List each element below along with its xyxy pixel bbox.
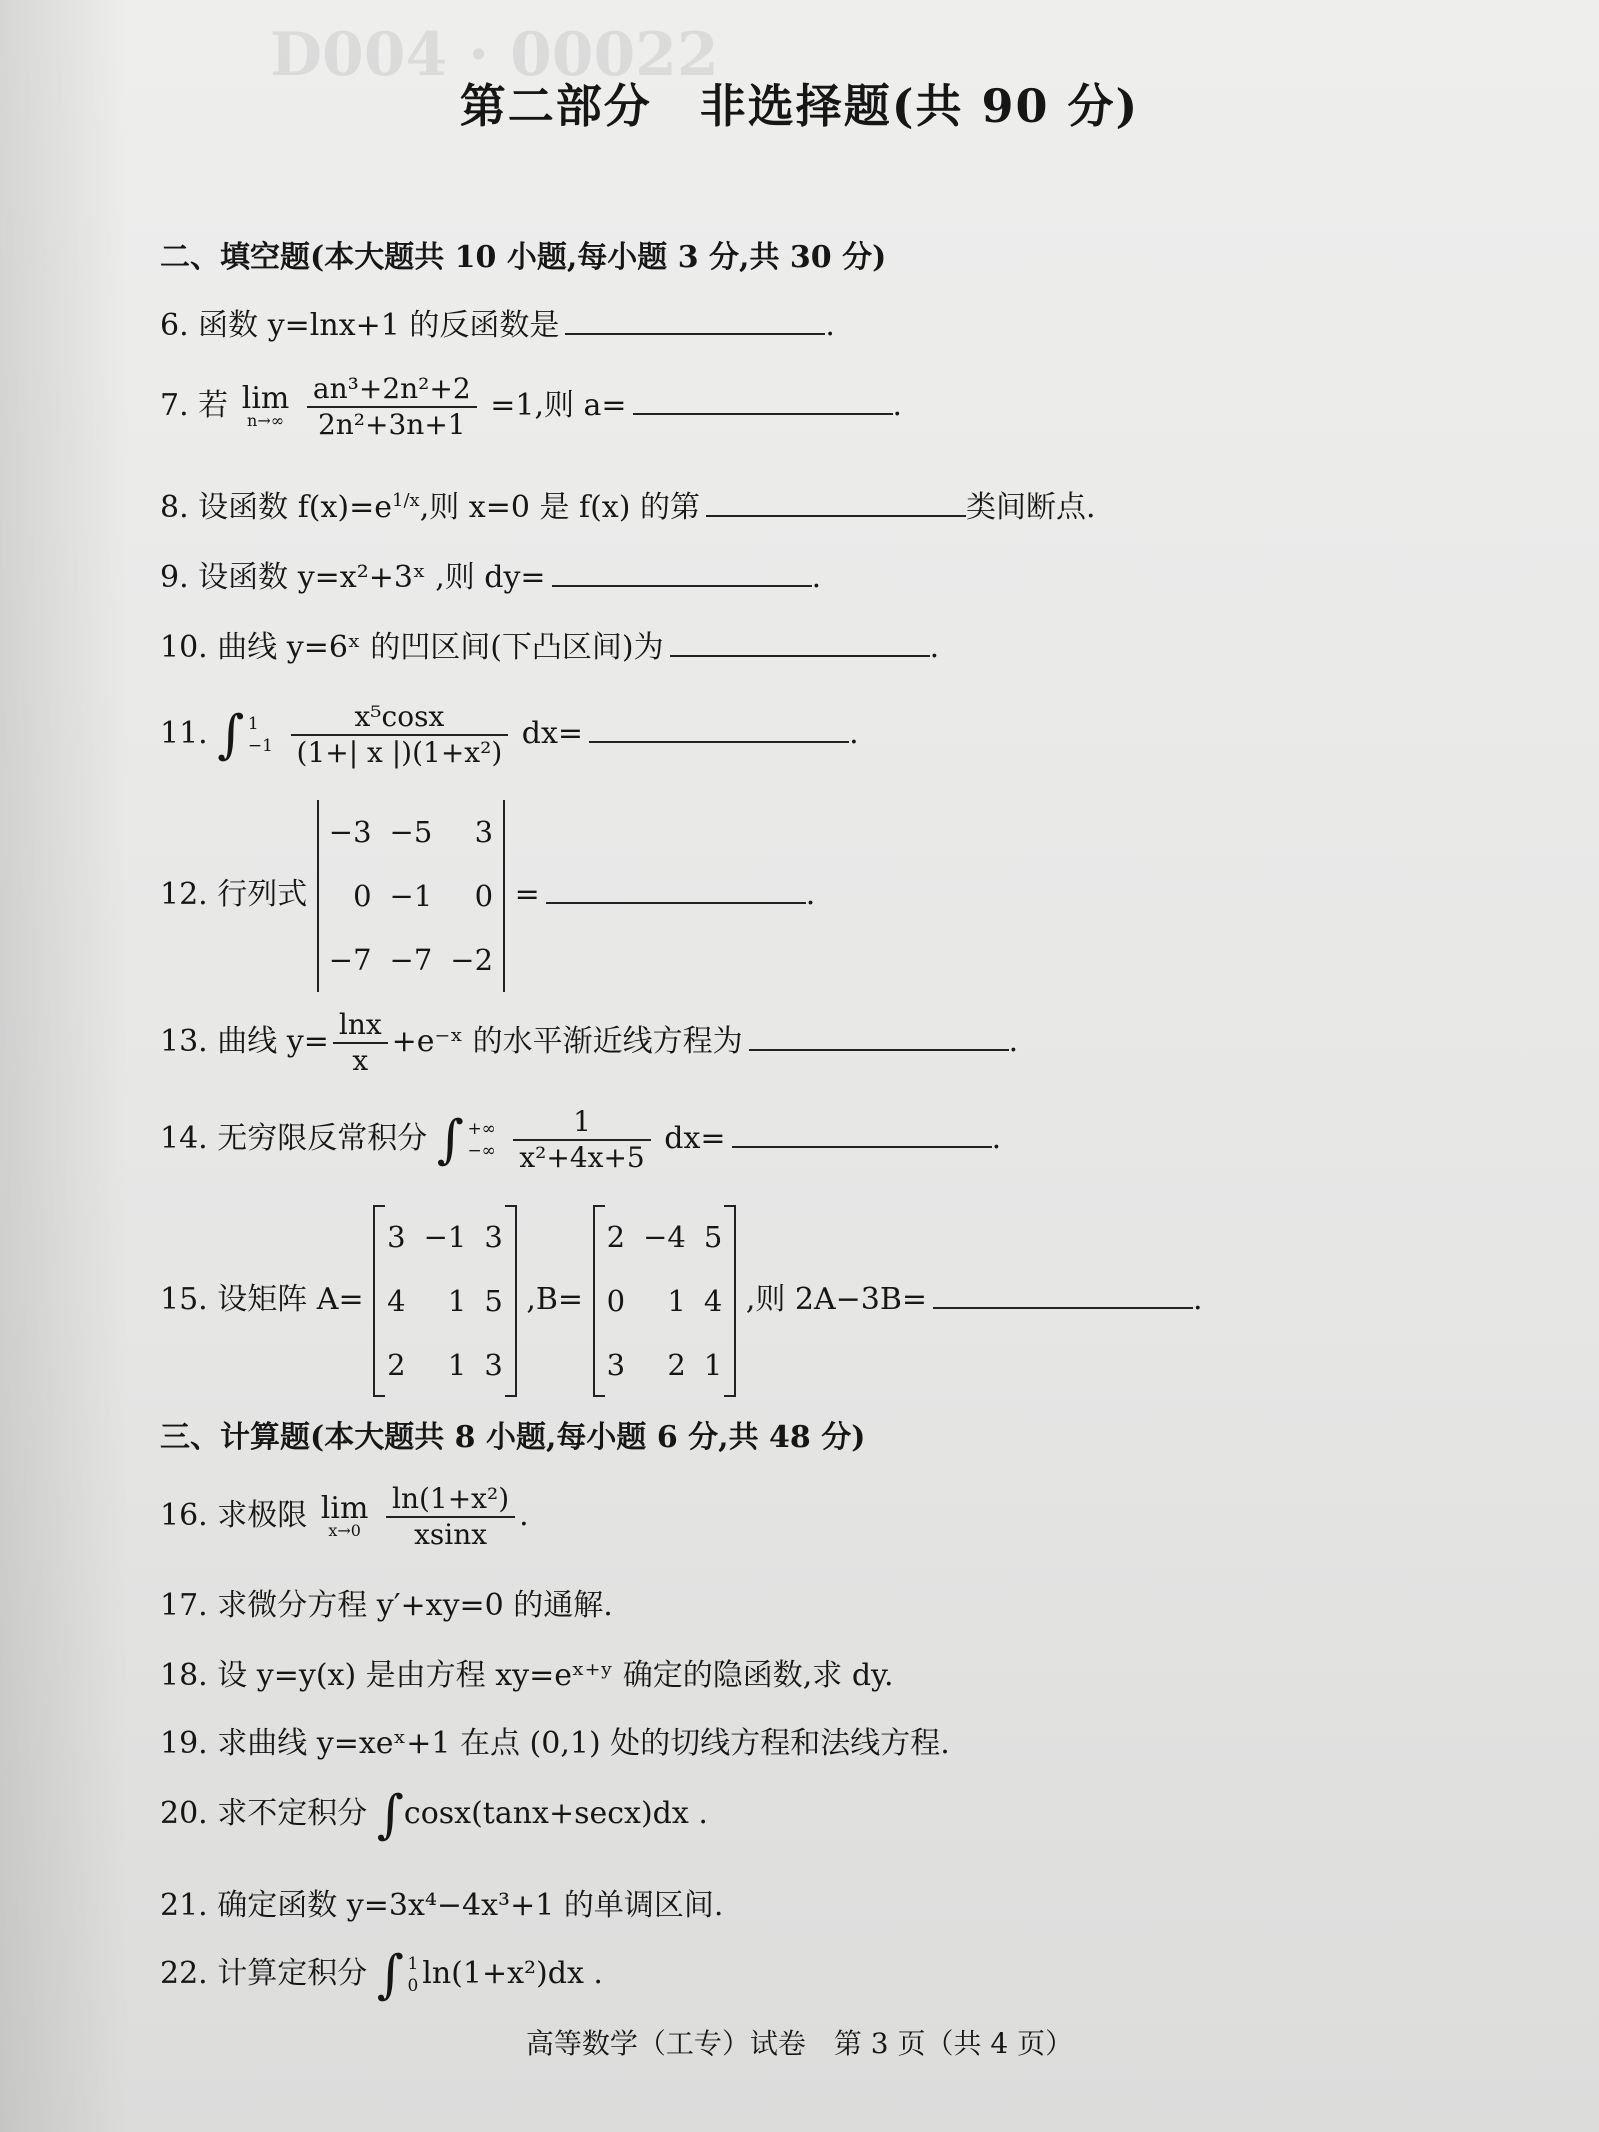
matrix-entry: −7 <box>328 943 372 977</box>
matrix-entry: 1 <box>703 1348 723 1382</box>
answer-blank[interactable] <box>933 1277 1193 1309</box>
bleed-through-text: D004 · 00022 <box>270 20 719 90</box>
matrix-entry: 0 <box>474 879 494 913</box>
matrix-entry: 3 <box>474 815 494 849</box>
question-19: 19. 求曲线 y=xeˣ+1 在点 (0,1) 处的切线方程和法线方程. <box>160 1726 950 1761</box>
matrix-entry: −3 <box>328 815 372 849</box>
fraction: $\frac{\ln x}{x}$ <box>333 1008 388 1078</box>
matrix-entry: −7 <box>389 943 433 977</box>
answer-blank[interactable] <box>552 555 812 587</box>
limit: lim x→0 <box>320 1491 369 1540</box>
question-20: 20. 求不定积分 ∫cosx(tanx+secx)dx . <box>160 1785 708 1845</box>
question-16: 16. 求极限 lim x→0 $\frac{\text{ln(1+x²)}}{xsinx}$ . <box>160 1482 529 1551</box>
question-6: 6. 函数 y=lnx+1 的反函数是 . <box>160 300 835 344</box>
matrix-entry: 4 <box>387 1284 406 1318</box>
matrix-entry: 3 <box>484 1220 503 1254</box>
answer-blank[interactable] <box>706 485 966 517</box>
fraction: $\frac{1}{\text{x²+4x+5}}$ <box>513 1105 650 1175</box>
question-13: 13. 曲线 y= $\frac{\ln x}{x}$ +e⁻ˣ 的水平渐近线方程为 . <box>160 1008 1019 1077</box>
integral-sign: ∫ <box>376 1785 404 1845</box>
answer-blank[interactable] <box>589 711 849 743</box>
fraction: $\frac{\text{an³+2n²+2}}{\text{2n²+3n+1}}$ <box>307 372 477 442</box>
matrix-a <box>373 1205 517 1397</box>
matrix-entry: 5 <box>484 1284 503 1318</box>
matrix-entry: 3 <box>387 1220 406 1254</box>
question-8: 8. 设函数 $f(x)=e^{1/x}$,则 x=0 是 f(x) 的第 类间断点. <box>160 482 1096 526</box>
question-9: 9. 设函数 y=x²+3ˣ ,则 dy= . <box>160 552 821 596</box>
integral-sign: ∫ <box>436 1110 464 1170</box>
answer-blank[interactable] <box>732 1116 992 1148</box>
matrix-entry: 1 <box>447 1348 467 1382</box>
question-11: 11. ∫ 1 −1 $\frac{\text{x⁵cosx}}{\text{(1+| x |)(1+x²)}}$ dx= . <box>160 700 859 769</box>
matrix-entry: 0 <box>353 879 372 913</box>
matrix-b <box>593 1205 737 1397</box>
matrix-entry: 1 <box>447 1284 467 1318</box>
fraction: $\frac{\text{x⁵cosx}}{\text{(1+| x |)(1+x²)}}$ <box>291 700 509 770</box>
question-15: 15. 设矩阵 A= 3 −1 3 4 1 5 2 1 3 ,B= 2 −4 5 0 1 4 3 2 1 ,则 2A−3B= . <box>160 1205 1203 1397</box>
matrix-entry: −5 <box>389 815 433 849</box>
fraction: $\frac{\text{ln(1+x²)}}{xsinx}$ <box>386 1482 515 1552</box>
limit: lim n→∞ <box>241 381 290 430</box>
matrix-entry: 2 <box>667 1348 686 1382</box>
question-7: 7. 若 lim n→∞ $\frac{\text{an³+2n²+2}}{\text{2n²+3n+1}}$ =1,则 a= . <box>160 372 903 441</box>
question-14: 14. 无穷限反常积分 ∫ +∞ −∞ $\frac{1}{\text{x²+4x+5}}$ dx= . <box>160 1105 1002 1174</box>
question-10: 10. 曲线 y=6ˣ 的凹区间(下凸区间)为 . <box>160 622 939 666</box>
integral-sign: ∫ <box>376 1945 404 2005</box>
page-title: 第二部分 非选择题(共 90 分) <box>459 79 1140 133</box>
answer-blank[interactable] <box>565 303 825 335</box>
question-17: 17. 求微分方程 y′+xy=0 的通解. <box>160 1588 613 1623</box>
integral-sign: ∫ <box>217 705 245 765</box>
determinant <box>317 800 505 992</box>
section-fill-blank-heading: 二、填空题(本大题共 10 小题,每小题 3 分,共 30 分) <box>160 240 887 275</box>
matrix-entry: 4 <box>703 1284 723 1318</box>
matrix-entry: 1 <box>667 1284 686 1318</box>
question-12: 12. 行列式 −3 −5 3 0 −1 0 −7 −7 −2 = . <box>160 800 815 992</box>
page-shadow <box>0 0 130 2132</box>
question-18: 18. 设 y=y(x) 是由方程 xy=eˣ⁺ʸ 确定的隐函数,求 dy. <box>160 1658 894 1693</box>
answer-blank[interactable] <box>633 383 893 415</box>
answer-blank[interactable] <box>749 1019 1009 1051</box>
answer-blank[interactable] <box>670 625 930 657</box>
question-22: 22. 计算定积分 ∫ 1 0 ln(1+x²)dx . <box>160 1945 603 2005</box>
question-21: 21. 确定函数 y=3x⁴−4x³+1 的单调区间. <box>160 1888 724 1923</box>
matrix-entry: 5 <box>703 1220 723 1254</box>
matrix-entry: −2 <box>450 943 494 977</box>
section-calculation-heading: 三、计算题(本大题共 8 小题,每小题 6 分,共 48 分) <box>160 1420 866 1455</box>
matrix-entry: 0 <box>606 1284 626 1318</box>
matrix-entry: 2 <box>387 1348 406 1382</box>
matrix-entry: −1 <box>423 1220 467 1254</box>
matrix-entry: −1 <box>389 879 433 913</box>
matrix-entry: 3 <box>484 1348 503 1382</box>
answer-blank[interactable] <box>546 872 806 904</box>
page-footer: 高等数学（工专）试卷 第 3 页（共 4 页） <box>525 2027 1074 2060</box>
matrix-entry: 2 <box>606 1220 626 1254</box>
matrix-entry: 3 <box>606 1348 626 1382</box>
matrix-entry: −4 <box>643 1220 686 1254</box>
